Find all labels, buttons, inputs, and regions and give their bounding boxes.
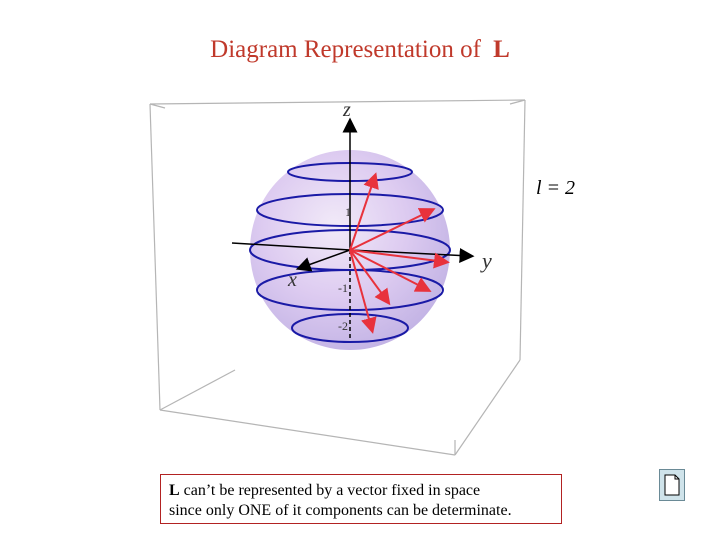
tick-label-minus-1: -1 (338, 281, 348, 295)
caption-line2: since only ONE of it components can be determinate. (169, 502, 512, 519)
caption-lead: L (169, 482, 180, 499)
tick-label-1: 1 (345, 205, 351, 219)
document-icon[interactable] (659, 469, 685, 501)
x-axis-label: x (288, 269, 297, 291)
title-text: Diagram Representation of (210, 36, 481, 63)
quantum-number-label: l = 2 (536, 177, 576, 199)
z-axis-label: z (343, 99, 351, 121)
y-axis-label: y (482, 248, 492, 273)
tick-label-minus-2: -2 (338, 319, 348, 333)
title-symbol: L (493, 36, 510, 63)
caption-box (160, 474, 562, 524)
caption-line1: can’t be represented by a vector fixed in space (179, 482, 481, 499)
